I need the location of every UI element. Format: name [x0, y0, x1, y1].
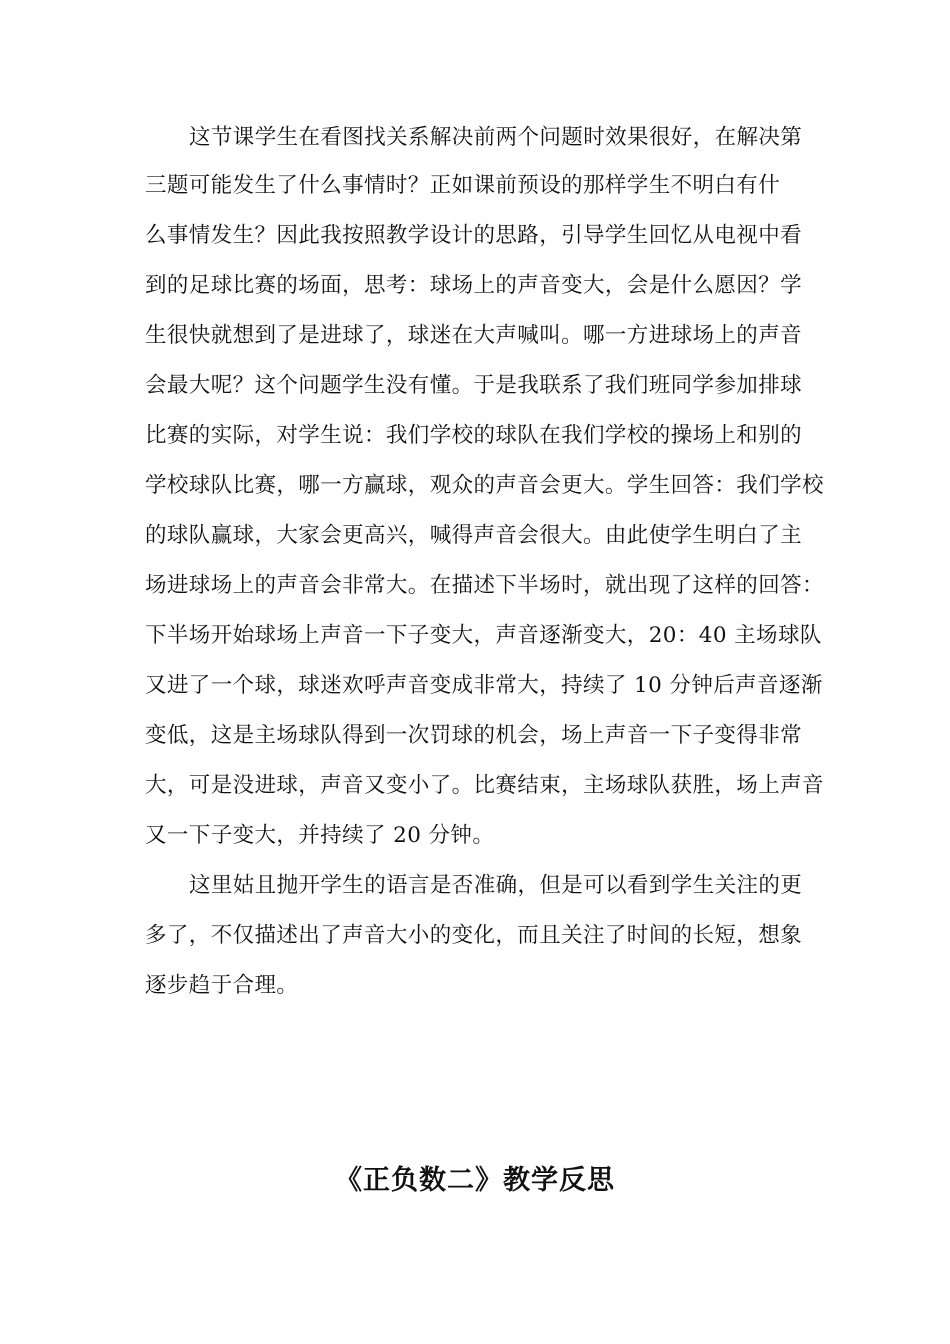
paragraph-line: 变低，这是主场球队得到一次罚球的机会，场上声音一下子变得非常: [145, 723, 803, 748]
paragraph-line: 这节课学生在看图找关系解决前两个问题时效果很好，在解决第: [189, 125, 803, 150]
paragraph-line: 又一下子变大，并持续了 20 分钟。: [145, 823, 495, 848]
paragraph-line: 么事情发生？因此我按照教学设计的思路，引导学生回忆从电视中看: [145, 223, 803, 248]
section-heading: 《正负数二》教学反思: [335, 1165, 615, 1196]
paragraph-line: 这里姑且抛开学生的语言是否准确，但是可以看到学生关注的更: [189, 873, 803, 898]
paragraph-line: 会最大呢？这个问题学生没有懂。于是我联系了我们班同学参加排球: [145, 373, 803, 398]
paragraph-line: 比赛的实际，对学生说：我们学校的球队在我们学校的操场上和别的: [145, 423, 803, 448]
paragraph-line: 到的足球比赛的场面，思考：球场上的声音变大，会是什么愿因？学: [145, 273, 803, 298]
paragraph-line: 下半场开始球场上声音一下子变大，声音逐渐变大，20：40 主场球队: [145, 623, 822, 648]
paragraph-line: 学校球队比赛，哪一方赢球，观众的声音会更大。学生回答：我们学校: [145, 473, 824, 498]
paragraph-line: 场进球场上的声音会非常大。在描述下半场时，就出现了这样的回答：: [145, 573, 824, 598]
paragraph-line: 大，可是没进球，声音又变小了。比赛结束，主场球队获胜，场上声音: [145, 773, 824, 798]
paragraph-line: 三题可能发生了什么事情时？正如课前预设的那样学生不明白有什: [145, 173, 781, 198]
paragraph-line: 逐步趋于合理。: [145, 973, 299, 998]
paragraph-line: 的球队赢球，大家会更高兴，喊得声音会很大。由此使学生明白了主: [145, 523, 803, 548]
paragraph-line: 又进了一个球，球迷欢呼声音变成非常大，持续了 10 分钟后声音逐渐: [145, 673, 823, 698]
paragraph-line: 生很快就想到了是进球了，球迷在大声喊叫。哪一方进球场上的声音: [145, 323, 803, 348]
paragraph-line: 多了，不仅描述出了声音大小的变化，而且关注了时间的长短，想象: [145, 923, 803, 948]
